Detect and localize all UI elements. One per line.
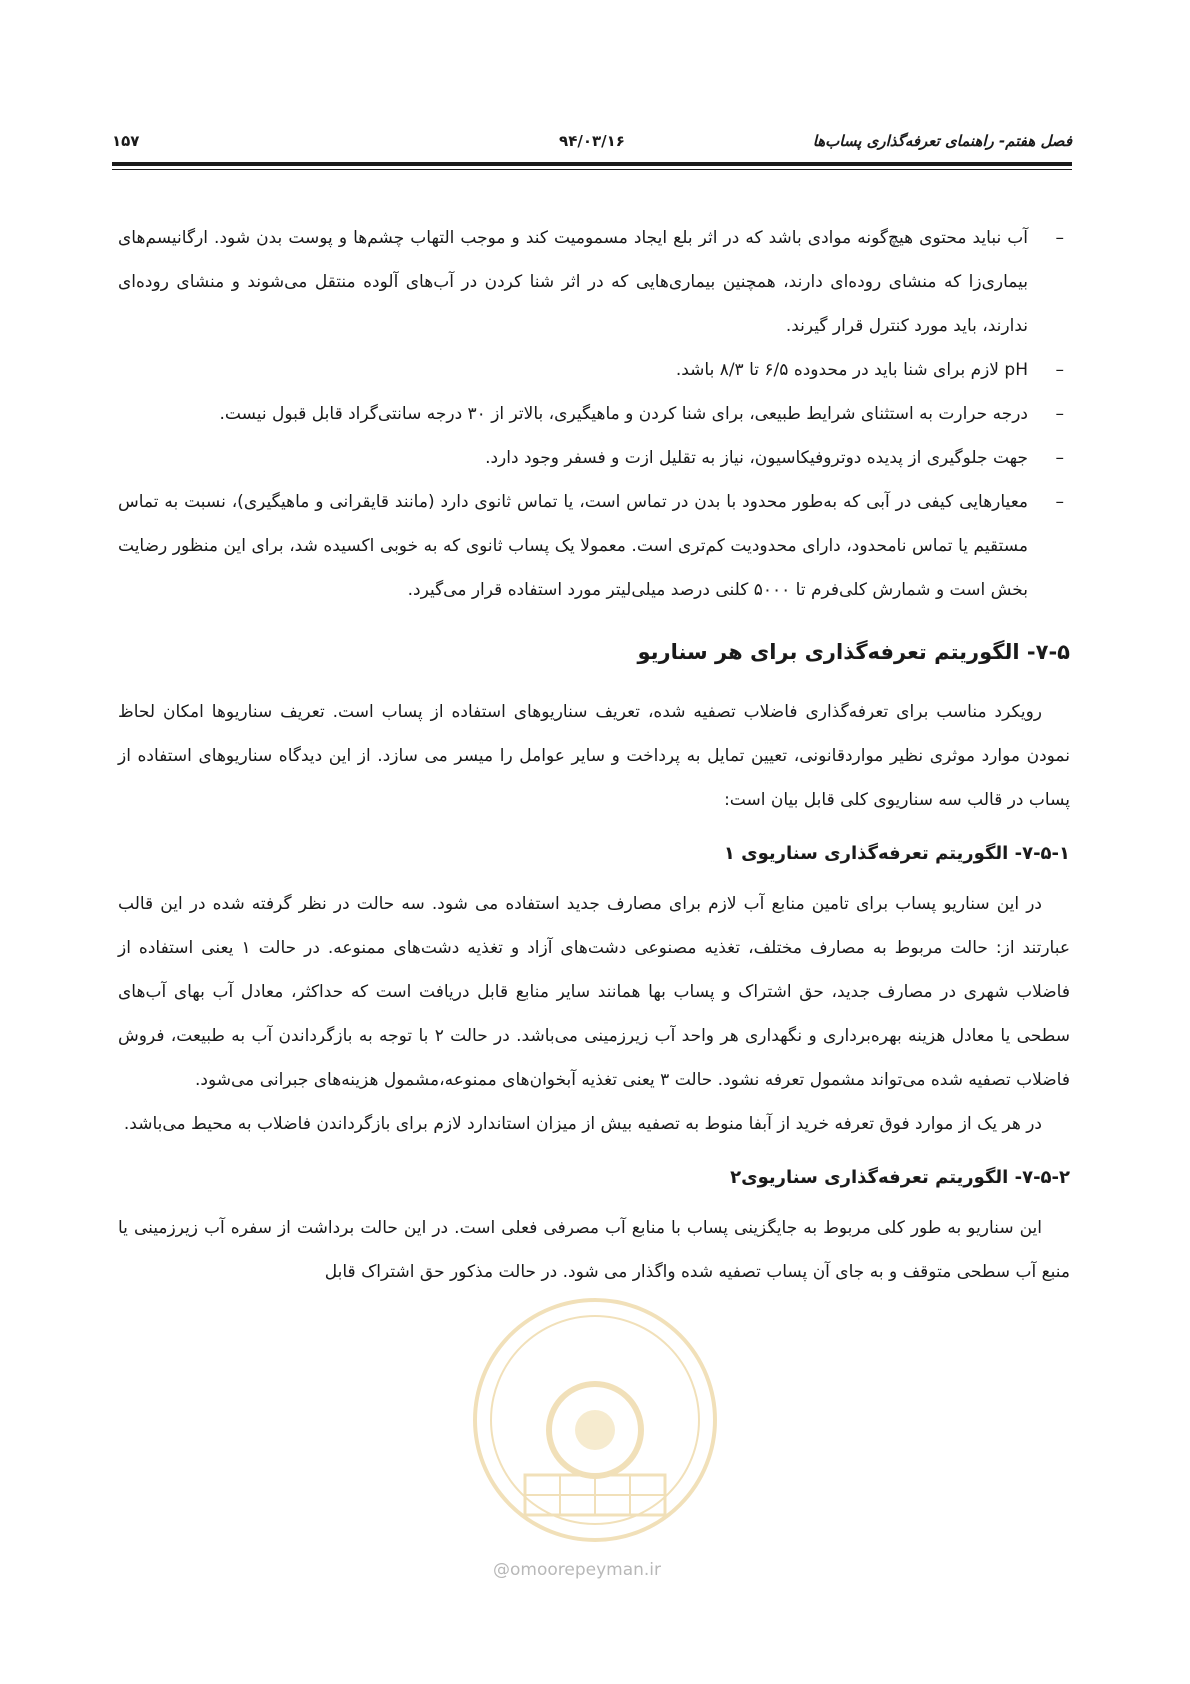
list-item: – pH لازم برای شنا باید در محدوده ۶/۵ تا ۸/۳ باشد.: [675, 360, 1064, 380]
page-content: [118, 216, 1070, 1294]
subsection1-para1: در این سناریو پساب برای تامین منابع آب لازم برای مصارف جدید استفاده می شود. سه حالت در نظر گرفته شده در این قالب عبارتند از: حالت مربوط به مصارف مختلف، تغذیه مصنوعی دشت‌های آزاد و تغذیه دشت‌های ممنوعه. در حالت ۱ یعنی استفاده از فاضلاب شهری در مصارف جدید، حق اشتراک و پساب بها همانند سایر منابع قابل دریافت است که حداکثر، معادل آب بهای آب‌های سطحی یا معادل هزینه بهره‌برداری و نگهداری هر واحد آب زیرزمینی می‌باشد. در حالت ۲ با توجه به بازگرداندن آب به طبیعت، فروش فاضلاب تصفیه شده می‌تواند مشمول تعرفه نشود. حالت ۳ یعنی تغذیه آبخوان‌های ممنوعه،مشمول هزینه‌های جبرانی می‌شود.: [118, 894, 1070, 1090]
list-item: – درجه حرارت به استثنای شرایط طبیعی، برای شنا کردن و ماهیگیری، بالاتر از ۳۰ درجه سانتی‌گراد قابل قبول نیست.: [219, 404, 1064, 424]
subsection1-para2: در هر یک از موارد فوق تعرفه خرید از آبفا منوط به تصفیه بیش از میزان استاندارد لازم برای بازگرداندن فاضلاب به محیط می‌باشد.: [123, 1114, 1042, 1134]
watermark-site: @omoorepeyman.ir: [493, 1560, 662, 1580]
subsection2-para1: این سناریو به طور کلی مربوط به جایگزینی پساب با منابع آب مصرفی فعلی است. در این حالت برداشت از سفره آب زیرزمینی یا منبع آب سطحی متوقف و به جای آن پساب تصفیه شده واگذار می شود. در حالت مذکور حق اشتراک قابل: [118, 1218, 1070, 1282]
section-intro: رویکرد مناسب برای تعرفه‌گذاری فاضلاب تصفیه شده، تعریف سناریوهای استفاده از پساب است. تعریف سناریوها امکان لحاظ نمودن موارد موثری نظیر مواردقانونی، تعیین تمایل به پرداخت و سایر عوامل را میسر می سازد. از این دیدگاه سناریوهای استفاده از پساب در قالب سه سناریوی کلی قابل بیان است:: [118, 702, 1070, 810]
header-rule-thin: [112, 169, 1072, 170]
subsection1-heading: ۷-۵-۱- الگوریتم تعرفه‌گذاری سناریوی ۱: [723, 843, 1070, 864]
seal-watermark-icon: [455, 1280, 735, 1560]
subsection2-heading: ۷-۵-۲- الگوریتم تعرفه‌گذاری سناریوی۲: [730, 1167, 1070, 1188]
list-item: – معیارهایی کیفی در آبی که به‌طور محدود با بدن در تماس است، یا تماس ثانوی دارد (مانند قایقرانی و ماهیگیری)، نسبت به تماس مستقیم یا تماس نامحدود، دارای محدودیت کم‌تری است. معمولا یک پساب ثانوی که به خوبی اکسیده شد، برای این منظور رضایت بخش است و شمارش کلی‌فرم تا ۵۰۰۰ کلنی درصد میلی‌لیتر مورد استفاده قرار می‌گیرد.: [118, 492, 1064, 600]
page-header: [112, 130, 1072, 156]
chapter-title: فصل هفتم- راهنمای تعرفه‌گذاری پساب‌ها: [812, 132, 1072, 150]
page-number: ۱۵۷: [112, 132, 140, 150]
section-heading: ۷-۵- الگوریتم تعرفه‌گذاری برای هر سناریو: [637, 640, 1070, 664]
header-rule-thick: [112, 162, 1072, 166]
list-item: – جهت جلوگیری از پدیده دوتروفیکاسیون، نیاز به تقلیل ازت و فسفر وجود دارد.: [485, 448, 1064, 468]
list-item: – آب نباید محتوی هیچ‌گونه موادی باشد که در اثر بلع ایجاد مسمومیت کند و موجب التهاب چشم‌ها و پوست بدن شود. ارگانیسم‌های بیماری‌زا که منشای روده‌ای دارند، همچنین بیماری‌هایی که در اثر شنا کردن در آب‌های آلوده منتقل می‌شوند و منشای روده‌ای ندارند، باید مورد کنترل قرار گیرند.: [118, 228, 1064, 336]
criteria-list: [118, 216, 1070, 612]
header-date: ۹۴/۰۳/۱۶: [559, 132, 625, 150]
